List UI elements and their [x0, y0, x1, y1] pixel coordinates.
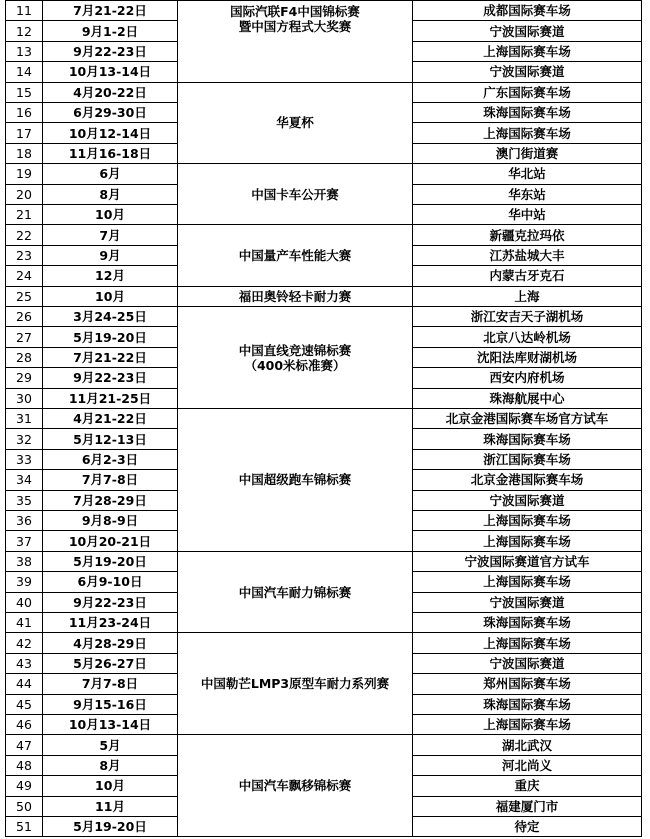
row-number: 23 [5, 245, 43, 266]
row-venue: 澳门街道赛 [412, 143, 642, 164]
row-date: 12月 [42, 265, 178, 286]
row-venue: 珠海国际赛车场 [412, 102, 642, 123]
row-date: 6月9-10日 [42, 571, 178, 592]
row-venue: 宁波国际赛道 [412, 61, 642, 82]
row-venue: 江苏盐城大丰 [412, 245, 642, 266]
event-name-line: 中国卡车公开赛 [251, 186, 339, 202]
row-date: 10月 [42, 775, 178, 796]
row-venue: 西安内府机场 [412, 367, 642, 388]
row-venue: 上海国际赛车场 [412, 714, 642, 735]
row-venue: 浙江安吉天子湖机场 [412, 306, 642, 327]
row-date: 7月7-8日 [42, 469, 178, 490]
row-venue: 待定 [412, 816, 642, 837]
row-number: 32 [5, 428, 43, 449]
row-venue: 宁波国际赛道 [412, 20, 642, 41]
row-date: 9月22-23日 [42, 41, 178, 62]
row-date: 7月 [42, 224, 178, 245]
row-date: 7月28-29日 [42, 490, 178, 511]
row-date: 10月 [42, 204, 178, 225]
row-date: 11月21-25日 [42, 388, 178, 409]
row-number: 44 [5, 673, 43, 694]
row-venue: 上海国际赛车场 [412, 571, 642, 592]
row-number: 49 [5, 775, 43, 796]
event-name [177, 0, 413, 83]
event-name-line: （400米标准赛） [244, 357, 346, 373]
row-venue: 华东站 [412, 184, 642, 205]
row-venue: 重庆 [412, 775, 642, 796]
event-name [177, 632, 413, 735]
row-date: 10月20-21日 [42, 530, 178, 551]
row-number: 30 [5, 388, 43, 409]
event-name-line: 中国汽车飘移锦标赛 [238, 778, 352, 794]
row-date: 4月28-29日 [42, 632, 178, 653]
row-venue: 郑州国际赛车场 [412, 673, 642, 694]
row-venue: 上海国际赛车场 [412, 41, 642, 62]
row-date: 7月21-22日 [42, 0, 178, 21]
row-venue: 珠海国际赛车场 [412, 694, 642, 715]
row-number: 46 [5, 714, 43, 735]
row-venue: 内蒙古牙克石 [412, 265, 642, 286]
row-number: 47 [5, 734, 43, 755]
row-venue: 上海国际赛车场 [412, 122, 642, 143]
event-name [177, 163, 413, 225]
row-date: 5月19-20日 [42, 326, 178, 347]
row-venue: 上海国际赛车场 [412, 510, 642, 531]
row-venue: 北京金港国际赛车场 [412, 469, 642, 490]
row-date: 7月7-8日 [42, 673, 178, 694]
row-date: 9月15-16日 [42, 694, 178, 715]
row-date: 5月19-20日 [42, 816, 178, 837]
row-date: 9月1-2日 [42, 20, 178, 41]
row-date: 9月8-9日 [42, 510, 178, 531]
row-number: 11 [5, 0, 43, 21]
row-venue: 河北尚义 [412, 755, 642, 776]
row-number: 17 [5, 122, 43, 143]
row-date: 7月21-22日 [42, 347, 178, 368]
row-venue: 上海 [412, 286, 642, 307]
row-venue: 成都国际赛车场 [412, 0, 642, 21]
row-date: 8月 [42, 184, 178, 205]
row-venue: 华北站 [412, 163, 642, 184]
row-number: 40 [5, 592, 43, 613]
row-number: 34 [5, 469, 43, 490]
row-venue: 宁波国际赛道 [412, 592, 642, 613]
row-venue: 福建厦门市 [412, 796, 642, 817]
row-date: 9月 [42, 245, 178, 266]
row-number: 51 [5, 816, 43, 837]
event-name [177, 734, 413, 837]
row-venue: 北京八达岭机场 [412, 326, 642, 347]
event-name [177, 224, 413, 286]
event-name-line: 国际汽联F4中国锦标赛 [230, 4, 360, 19]
row-number: 43 [5, 653, 43, 674]
row-number: 22 [5, 224, 43, 245]
event-name-line: 福田奥铃轻卡耐力赛 [238, 288, 352, 304]
row-number: 38 [5, 551, 43, 572]
row-number: 31 [5, 408, 43, 429]
row-date: 5月 [42, 734, 178, 755]
row-venue: 珠海国际赛车场 [412, 612, 642, 633]
event-name-line: 中国超级跑车锦标赛 [238, 472, 352, 488]
row-date: 4月20-22日 [42, 82, 178, 103]
event-name-line: 中国直线竞速锦标赛 [238, 342, 352, 358]
row-venue: 华中站 [412, 204, 642, 225]
row-number: 26 [5, 306, 43, 327]
row-date: 5月12-13日 [42, 428, 178, 449]
row-number: 29 [5, 367, 43, 388]
schedule-table [5, 0, 642, 836]
row-date: 3月24-25日 [42, 306, 178, 327]
row-date: 10月13-14日 [42, 61, 178, 82]
row-date: 10月 [42, 286, 178, 307]
event-name [177, 286, 413, 307]
row-date: 5月26-27日 [42, 653, 178, 674]
row-date: 9月22-23日 [42, 592, 178, 613]
row-number: 19 [5, 163, 43, 184]
event-name [177, 306, 413, 409]
row-number: 48 [5, 755, 43, 776]
row-venue: 沈阳法库财湖机场 [412, 347, 642, 368]
row-number: 13 [5, 41, 43, 62]
row-number: 21 [5, 204, 43, 225]
row-number: 14 [5, 61, 43, 82]
event-name-line: 暨中国方程式大奖赛 [238, 19, 352, 34]
row-number: 28 [5, 347, 43, 368]
row-date: 9月22-23日 [42, 367, 178, 388]
row-number: 45 [5, 694, 43, 715]
row-number: 24 [5, 265, 43, 286]
row-venue: 北京金港国际赛车场官方试车 [412, 408, 642, 429]
row-venue: 珠海航展中心 [412, 388, 642, 409]
event-name [177, 551, 413, 634]
event-name-line: 华夏杯 [276, 115, 314, 131]
row-date: 6月2-3日 [42, 449, 178, 470]
row-number: 50 [5, 796, 43, 817]
row-number: 36 [5, 510, 43, 531]
row-venue: 浙江国际赛车场 [412, 449, 642, 470]
row-number: 33 [5, 449, 43, 470]
row-date: 11月16-18日 [42, 143, 178, 164]
event-name-line: 中国勒芒LMP3原型车耐力系列赛 [200, 676, 390, 692]
row-venue: 新疆克拉玛依 [412, 224, 642, 245]
row-date: 10月12-14日 [42, 122, 178, 143]
row-date: 6月 [42, 163, 178, 184]
row-number: 12 [5, 20, 43, 41]
row-venue: 宁波国际赛道 [412, 490, 642, 511]
row-number: 37 [5, 530, 43, 551]
row-number: 20 [5, 184, 43, 205]
event-name-line: 中国汽车耐力锦标赛 [238, 584, 352, 600]
row-venue: 广东国际赛车场 [412, 82, 642, 103]
row-date: 4月21-22日 [42, 408, 178, 429]
row-date: 6月29-30日 [42, 102, 178, 123]
row-date: 10月13-14日 [42, 714, 178, 735]
row-venue: 珠海国际赛车场 [412, 428, 642, 449]
row-number: 35 [5, 490, 43, 511]
row-number: 41 [5, 612, 43, 633]
row-number: 16 [5, 102, 43, 123]
row-venue: 湖北武汉 [412, 734, 642, 755]
row-venue: 宁波国际赛道 [412, 653, 642, 674]
row-venue: 上海国际赛车场 [412, 632, 642, 653]
event-name [177, 82, 413, 165]
row-venue: 宁波国际赛道官方试车 [412, 551, 642, 572]
row-number: 18 [5, 143, 43, 164]
event-name [177, 408, 413, 552]
row-date: 11月23-24日 [42, 612, 178, 633]
row-number: 25 [5, 286, 43, 307]
event-name-line: 中国量产车性能大赛 [238, 247, 352, 263]
row-date: 11月 [42, 796, 178, 817]
row-number: 27 [5, 326, 43, 347]
row-number: 42 [5, 632, 43, 653]
row-venue: 上海国际赛车场 [412, 530, 642, 551]
row-number: 15 [5, 82, 43, 103]
row-date: 8月 [42, 755, 178, 776]
row-date: 5月19-20日 [42, 551, 178, 572]
row-number: 39 [5, 571, 43, 592]
